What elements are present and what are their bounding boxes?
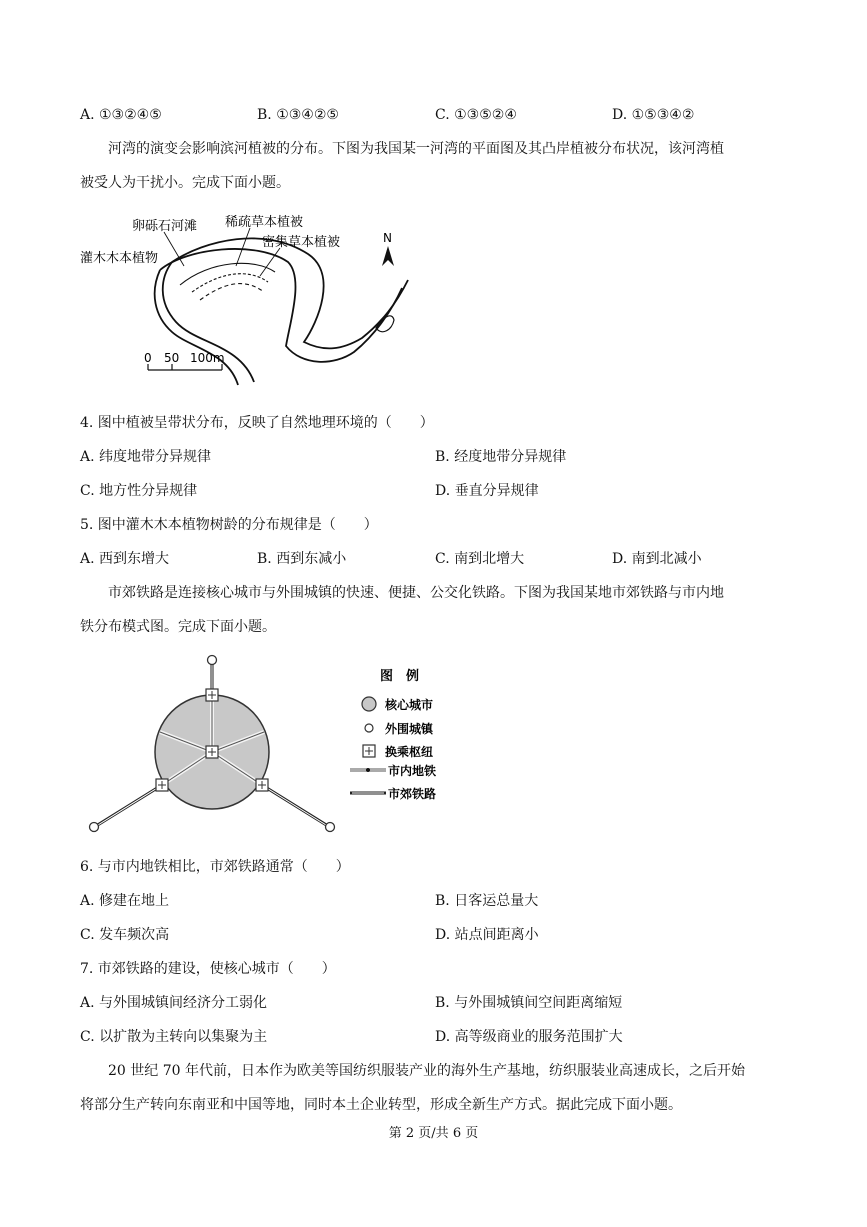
q3-option-d: D. ①⑤③④② xyxy=(612,107,695,123)
q3-option-a: A. ①③②④⑤ xyxy=(80,107,162,123)
q3-option-b: B. ①③④②⑤ xyxy=(257,107,339,123)
q7-option-d: D. 高等级商业的服务范围扩大 xyxy=(435,1029,623,1045)
passage3-line1: 20 世纪 70 年代前，日本作为欧美等国纺织服装产业的海外生产基地，纺织服装业高速成长，之后开始 xyxy=(108,1063,745,1079)
passage1-line1: 河湾的演变会影响滨河植被的分布。下图为我国某一河湾的平面图及其凸岸植被分布状况，该河湾植 xyxy=(108,141,724,157)
legend-metro: 市内地铁 xyxy=(388,764,437,778)
legend-town: 外围城镇 xyxy=(385,722,434,736)
passage3-line2: 将部分生产转向东南亚和中国等地，同时本土企业转型，形成全新生产方式。据此完成下面小题。 xyxy=(80,1097,682,1113)
passage2-line2: 铁分布模式图。完成下面小题。 xyxy=(80,619,276,635)
q3-option-c: C. ①③⑤②④ xyxy=(435,107,517,123)
passage2-line1: 市郊铁路是连接核心城市与外围城镇的快速、便捷、公交化铁路。下图为我国某地市郊铁路与市内地 xyxy=(108,585,724,601)
page-footer: 第 2 页/共 6 页 xyxy=(388,1126,479,1141)
q7-option-b: B. 与外围城镇间空间距离缩短 xyxy=(435,995,623,1011)
rail-network-map xyxy=(80,650,480,840)
q6-option-d: D. 站点间距离小 xyxy=(435,927,539,943)
label-gravel: 卵砾石河滩 xyxy=(132,219,198,234)
legend-core: 核心城市 xyxy=(385,698,434,712)
q4-option-c: C. 地方性分异规律 xyxy=(80,483,198,499)
north-label: N xyxy=(383,231,392,245)
q7-option-c: C. 以扩散为主转向以集聚为主 xyxy=(80,1029,268,1045)
q5-option-a: A. 西到东增大 xyxy=(80,551,170,567)
label-sparse: 稀疏草本植被 xyxy=(225,215,304,230)
q5-option-c: C. 南到北增大 xyxy=(435,551,525,567)
q5-option-d: D. 南到北减小 xyxy=(612,551,702,567)
q7-stem: 7. 市郊铁路的建设，使核心城市（ ） xyxy=(80,961,336,977)
q7-option-a: A. 与外围城镇间经济分工弱化 xyxy=(80,995,268,1011)
label-dense: 密集草本植被 xyxy=(262,235,341,250)
q4-option-a: A. 纬度地带分异规律 xyxy=(80,449,212,465)
q5-stem: 5. 图中灌木木本植物树龄的分布规律是（ ） xyxy=(80,517,378,533)
legend-suburban: 市郊铁路 xyxy=(388,787,437,801)
river-bend-map xyxy=(80,210,420,390)
q5-option-b: B. 西到东减小 xyxy=(257,551,347,567)
q6-stem: 6. 与市内地铁相比，市郊铁路通常（ ） xyxy=(80,859,350,875)
q6-option-a: A. 修建在地上 xyxy=(80,893,170,909)
q4-option-d: D. 垂直分异规律 xyxy=(435,483,539,499)
q6-option-c: C. 发车频次高 xyxy=(80,927,170,943)
scale-100: 100m xyxy=(190,351,225,365)
q4-option-b: B. 经度地带分异规律 xyxy=(435,449,567,465)
scale-0: 0 xyxy=(144,351,152,365)
passage1-line2: 被受人为干扰小。完成下面小题。 xyxy=(80,175,290,191)
q6-option-b: B. 日客运总量大 xyxy=(435,893,539,909)
legend-title: 图 例 xyxy=(380,669,420,684)
legend-hub: 换乘枢纽 xyxy=(385,745,434,759)
scale-50: 50 xyxy=(164,351,180,365)
q4-stem: 4. 图中植被呈带状分布，反映了自然地理环境的（ ） xyxy=(80,415,434,431)
label-shrub: 灌木木本植物 xyxy=(80,251,159,266)
